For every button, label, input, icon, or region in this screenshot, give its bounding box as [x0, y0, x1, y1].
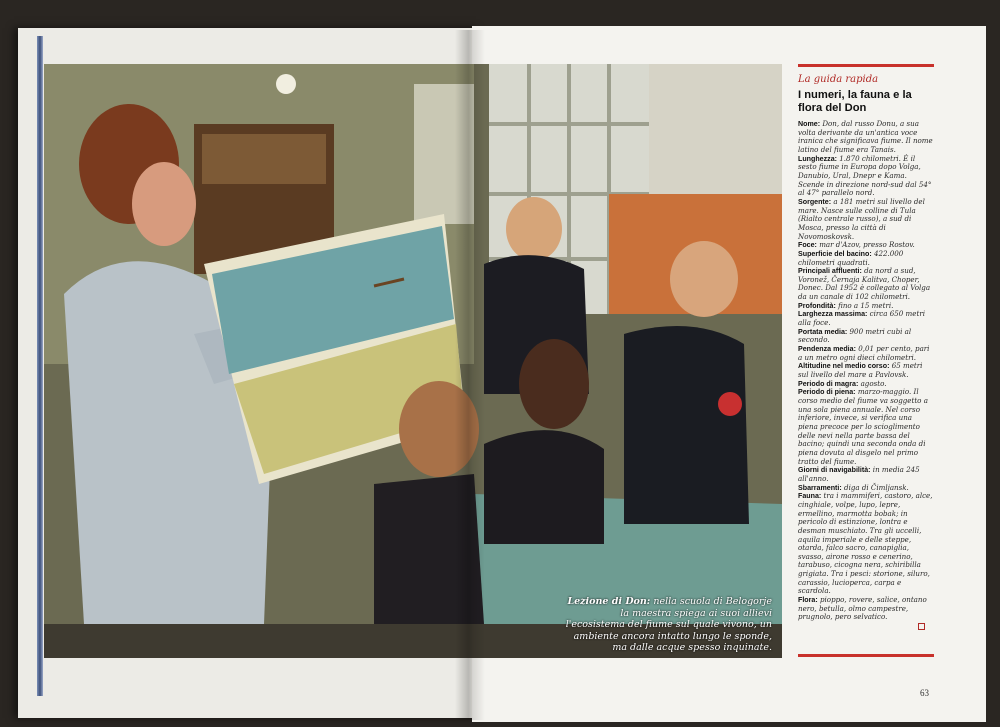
sidebar-top-rule — [798, 64, 934, 67]
fact-entry — [798, 155, 934, 198]
fact-text: 0,01 per cento, pari a un metro ogni dieci chilometri. — [798, 344, 930, 362]
fact-label: Sorgente: — [798, 197, 832, 206]
sidebar-kicker: La guida rapida — [798, 74, 879, 85]
fact-text: da nord a sud, Voronež, Černaja Kalitva, Choper, Donec. Dal 1952 è collegato al Volga da un canale di 102 chilometri. — [798, 266, 931, 302]
fact-entry — [798, 362, 934, 379]
photo-illustration — [44, 64, 782, 658]
fact-text: marzo-maggio. Il corso medio del fiume va soggetto a una sola piena annuale. Nel corso inferiore, invece, si verifica una piena precoce per lo scioglimento delle nevi nella parte bassa del bacino; quindi una seconda onda di piena dovuta al disgelo nel primo tratto del fiume. — [798, 387, 928, 466]
page-edge — [37, 36, 43, 696]
fact-label: Portata media: — [798, 327, 848, 336]
fact-label: Principali affluenti: — [798, 267, 862, 276]
fact-text: tra i mammiferi, castoro, alce, cinghiale, volpe, lupo, lepre, ermellino, marmotta bobak; in pericolo di estinzione, lontra e desman muschiato. Tra gli uccelli, aquila imperiale e delle steppe, otarda, falco sacro, canapiglia, svasso, airone rosso e cenerino, tarabuso, cicogna nera, schiribilla grigiata. Tra i pesci: storione, siluro, carassio, lucioperca, carpa e scardola. — [798, 491, 933, 596]
sidebar-bottom-rule — [798, 654, 934, 657]
fact-entry — [798, 388, 934, 466]
fact-entry — [798, 267, 934, 302]
photo-caption — [560, 596, 772, 654]
fact-text: 422.000 chilometri quadrati. — [798, 248, 904, 267]
end-mark-icon — [918, 623, 925, 630]
fact-label: Pendenza media: — [798, 345, 856, 354]
fact-text: 900 metri cubi al secondo. — [798, 326, 912, 345]
fact-text: agosto. — [860, 378, 887, 388]
fact-text: fino a 15 metri. — [838, 300, 894, 310]
caption-text: nella scuola di Belogorje la maestra spiega ai suoi allievi l'ecosistema del fiume sul quale vivono, un ambiente ancora intatto lungo le sponde, ma dalle acque spesso inquinate. — [565, 596, 772, 653]
quick-guide-sidebar — [798, 64, 934, 631]
fact-text: mar d'Azov, presso Rostov. — [819, 240, 915, 250]
fact-label: Lunghezza: — [798, 154, 838, 163]
fact-list — [798, 120, 934, 631]
fact-label: Giorni di navigabilità: — [798, 466, 871, 475]
fact-entry — [798, 241, 934, 250]
fact-text: in media 245 all'anno. — [798, 465, 920, 483]
book-spine-shadow — [455, 30, 485, 720]
fact-label: Larghezza massima: — [798, 310, 868, 319]
fact-label: Sbarramenti: — [798, 483, 842, 492]
fact-label: Altitudine nel medio corso: — [798, 362, 890, 371]
sidebar-headline: I numeri, la fauna e la flora del Don — [798, 89, 912, 114]
fact-text: 1.870 chilometri. È il sesto fiume in Europa dopo Volga, Danubio, Ural, Dnepr e Kama. Scende in direzione nord-sud dal 54° al 47° parallelo nord. — [798, 153, 932, 198]
fact-entry — [798, 198, 934, 241]
fact-entry — [798, 492, 934, 596]
fact-label: Superficie del bacino: — [798, 249, 872, 258]
fact-entry — [798, 328, 934, 345]
fact-text: Don, dal russo Donu, a sua volta derivante da un'antica voce iranica che significava fiume. Il nome latino del fiume era Tanais. — [798, 119, 933, 154]
fact-text: diga di Čimljansk. — [844, 482, 909, 492]
page-number: 63 — [920, 688, 929, 698]
fact-entry — [798, 250, 934, 267]
fact-text: 65 metri sul livello del mare a Pavlovsk. — [798, 361, 923, 380]
fact-entry — [798, 596, 934, 622]
fact-text: circa 650 metri alla foce. — [798, 309, 925, 328]
fact-label: Fauna: — [798, 492, 822, 501]
fact-entry — [798, 466, 934, 483]
fact-text: a 181 metri sul livello del mare. Nasce sulle colline di Tula (Rialto centrale russo), a sud di Mosca, presso la città di Novomoskovsk. — [798, 196, 925, 241]
fact-label: Periodo di piena: — [798, 388, 856, 397]
fact-entry — [798, 345, 934, 362]
classroom-photo — [44, 64, 782, 658]
caption-lead: Lezione di Don: — [567, 596, 651, 607]
fact-label: Profondità: — [798, 301, 836, 310]
fact-entry — [798, 120, 934, 155]
fact-text: pioppo, rovere, salice, ontano nero, betulla, olmo campestre, prugnolo, pero selvatico. — [798, 595, 927, 622]
fact-label: Foce: — [798, 241, 817, 250]
fact-label: Nome: — [798, 120, 821, 128]
fact-entry — [798, 310, 934, 327]
fact-label: Periodo di magra: — [798, 379, 859, 388]
fact-label: Flora: — [798, 596, 818, 605]
